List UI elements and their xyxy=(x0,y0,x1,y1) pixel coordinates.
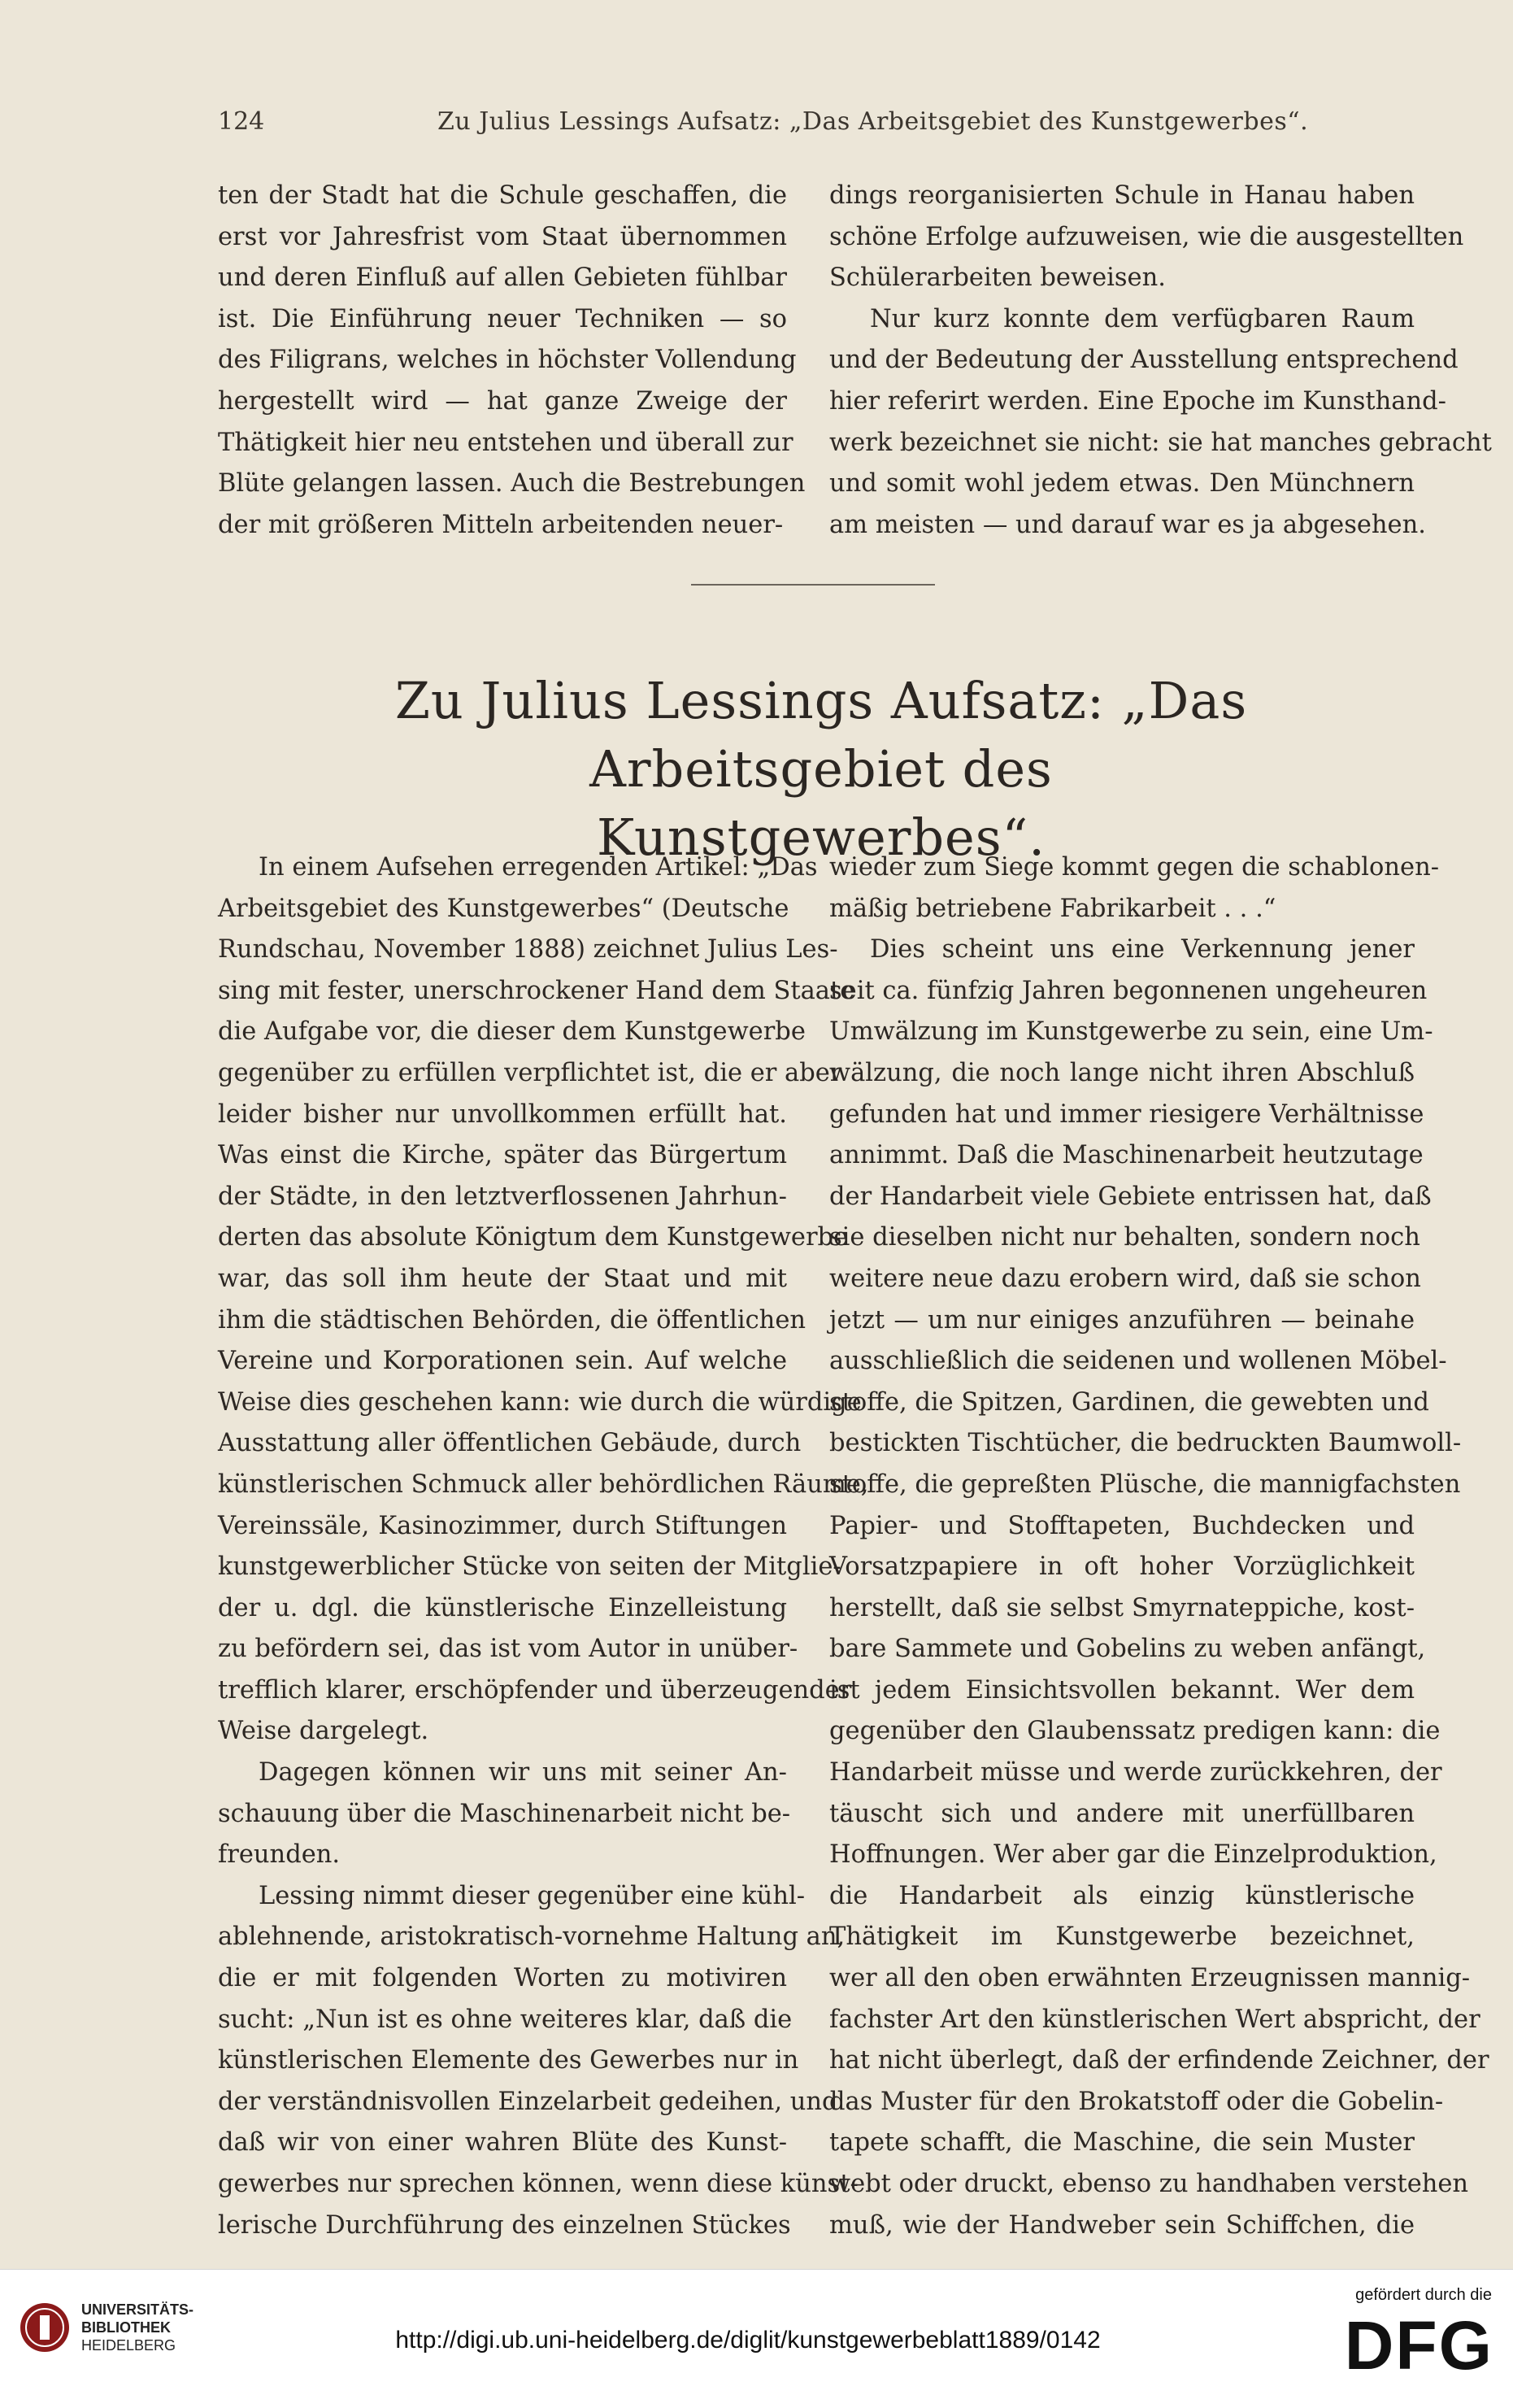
text-line: ist. Die Einführung neuer Techniken — so xyxy=(218,304,787,333)
funding-caption: gefördert durch die xyxy=(1355,2286,1492,2304)
text-line: herstellt, daß sie selbst Smyrnateppiche, kost- xyxy=(829,1593,1415,1622)
text-line: und somit wohl jedem etwas. Den Münchnern xyxy=(829,469,1415,499)
dfg-logo: DFG xyxy=(1344,2307,1493,2384)
text-line: freunden. xyxy=(218,1840,341,1870)
text-line: Blüte gelangen lassen. Auch die Bestrebungen xyxy=(218,469,806,499)
text-line: Thätigkeit hier neu entstehen und überall zur xyxy=(218,428,793,457)
text-line: gewerbes nur sprechen können, wenn diese künst- xyxy=(218,2170,859,2198)
text-line: annimmt. Daß die Maschinenarbeit heutzutage xyxy=(829,1141,1424,1170)
text-line: der verständnisvollen Einzelarbeit gedeihen, und xyxy=(218,2087,838,2116)
text-line: sie dieselben nicht nur behalten, sondern noch xyxy=(829,1223,1420,1252)
text-line: Dagegen können wir uns mit seiner An- xyxy=(259,1758,787,1787)
body-left-column xyxy=(218,847,869,2246)
text-line: Nur kurz konnte dem verfügbaren Raum xyxy=(870,304,1415,333)
text-line: am meisten — und darauf war es ja abgesehen. xyxy=(829,510,1426,539)
text-line: stoffe, die gepreßten Plüsche, die mannigfachsten xyxy=(829,1470,1461,1499)
viewer-footer xyxy=(0,2269,1513,2408)
text-line: Weise dargelegt. xyxy=(218,1717,429,1746)
text-line: kunstgewerblicher Stücke von seiten der Mitglie- xyxy=(218,1552,841,1582)
text-line: ten der Stadt hat die Schule geschaffen, die xyxy=(218,181,787,210)
text-line: Vorsatzpapiere in oft hoher Vorzüglichkeit xyxy=(829,1552,1415,1582)
text-line: Handarbeit müsse und werde zurückkehren, der xyxy=(829,1758,1442,1787)
library-name-line-2: BIBLIOTHEK xyxy=(81,2319,171,2336)
text-line: dings reorganisierten Schule in Hanau haben xyxy=(829,181,1415,210)
text-line: mäßig betriebene Fabrikarbeit . . .“ xyxy=(829,894,1276,923)
text-line: war, das soll ihm heute der Staat und mit xyxy=(218,1264,787,1293)
text-line: trefflich klarer, erschöpfender und überzeugender xyxy=(218,1675,852,1705)
text-line: fachster Art den künstlerischen Wert abspricht, der xyxy=(829,2005,1480,2034)
library-name xyxy=(81,2301,193,2354)
text-line: Dies scheint uns eine Verkennung jener xyxy=(870,935,1415,965)
text-line: gegenüber zu erfüllen verpflichtet ist, die er aber xyxy=(218,1058,842,1087)
text-line: leider bisher nur unvollkommen erfüllt hat. xyxy=(218,1099,787,1129)
article-title-line-1: Zu Julius Lessings Aufsatz: „Das Arbeitsgebiet des xyxy=(394,671,1248,799)
text-line: und der Bedeutung der Ausstellung entsprechend xyxy=(829,346,1459,375)
text-line: der Handarbeit viele Gebiete entrissen hat, daß xyxy=(829,1182,1432,1211)
section-divider xyxy=(691,584,935,586)
text-line: sing mit fester, unerschrockener Hand dem Staate xyxy=(218,976,855,1005)
text-line: ihm die städtischen Behörden, die öffentlichen xyxy=(218,1305,806,1335)
text-line: Vereine und Korporationen sein. Auf welche xyxy=(218,1347,787,1376)
text-line: des Filigrans, welches in höchster Vollendung xyxy=(218,346,797,375)
text-line: Thätigkeit im Kunstgewerbe bezeichnet, xyxy=(829,1922,1415,1952)
text-line: Lessing nimmt dieser gegenüber eine kühl- xyxy=(259,1881,806,1910)
text-line: die Handarbeit als einzig künstlerische xyxy=(829,1881,1415,1910)
text-line: Umwälzung im Kunstgewerbe zu sein, eine Um- xyxy=(829,1017,1433,1047)
text-line: zu befördern sei, das ist vom Autor in unüber- xyxy=(218,1635,798,1664)
text-line: seit ca. fünfzig Jahren begonnenen ungeheuren xyxy=(829,976,1428,1005)
text-line: Schülerarbeiten beweisen. xyxy=(829,263,1166,293)
text-line: Hoffnungen. Wer aber gar die Einzelproduktion, xyxy=(829,1840,1437,1870)
text-line: muß, wie der Handweber sein Schiffchen, die xyxy=(829,2210,1415,2240)
text-line: hergestellt wird — hat ganze Zweige der xyxy=(218,386,787,416)
text-line: wälzung, die noch lange nicht ihren Abschluß xyxy=(829,1058,1415,1087)
text-line: die Aufgabe vor, die dieser dem Kunstgewerbe xyxy=(218,1017,806,1047)
text-line: Arbeitsgebiet des Kunstgewerbes“ (Deutsche xyxy=(218,894,789,923)
text-line: jetzt — um nur einiges anzuführen — beinahe xyxy=(829,1305,1415,1335)
library-name-line-3: HEIDELBERG xyxy=(81,2337,176,2354)
permalink-url[interactable]: http://digi.ub.uni-heidelberg.de/diglit/kunstgewerbeblatt1889/0142 xyxy=(395,2327,1101,2354)
text-line: bestickten Tischtücher, die bedruckten Baumwoll- xyxy=(829,1429,1462,1458)
top-right-column xyxy=(829,176,1492,546)
article-title-line-2: Kunstgewerbes“. xyxy=(597,808,1046,867)
text-line: derten das absolute Königtum dem Kunstgewerbe xyxy=(218,1223,849,1252)
text-line: der mit größeren Mitteln arbeitenden neuer- xyxy=(218,510,784,539)
text-line: ist jedem Einsichtsvollen bekannt. Wer dem xyxy=(829,1675,1415,1705)
text-line: werk bezeichnet sie nicht: sie hat manches gebracht xyxy=(829,428,1492,457)
text-line: lerische Durchführung des einzelnen Stückes xyxy=(218,2210,791,2240)
text-line: Was einst die Kirche, später das Bürgertum xyxy=(218,1141,787,1170)
text-line: wieder zum Siege kommt gegen die schablonen- xyxy=(829,853,1440,882)
text-line: stoffe, die Spitzen, Gardinen, die gewebten und xyxy=(829,1387,1429,1417)
text-line: ausschließlich die seidenen und wollenen Möbel- xyxy=(829,1347,1447,1376)
text-line: und deren Einfluß auf allen Gebieten fühlbar xyxy=(218,263,787,293)
text-line: die er mit folgenden Worten zu motiviren xyxy=(218,1964,787,1993)
text-line: hat nicht überlegt, daß der erfindende Zeichner, der xyxy=(829,2046,1489,2075)
text-line: der u. dgl. die künstlerische Einzelleistung xyxy=(218,1593,787,1622)
text-line: In einem Aufsehen erregenden Artikel: „Das xyxy=(259,853,818,882)
top-left-column xyxy=(218,176,806,546)
text-line: erst vor Jahresfrist vom Staat übernommen xyxy=(218,222,787,251)
text-line: der Städte, in den letztverflossenen Jahrhun- xyxy=(218,1182,787,1211)
text-line: daß wir von einer wahren Blüte des Kunst- xyxy=(218,2128,787,2158)
text-line: schauung über die Maschinenarbeit nicht be- xyxy=(218,1799,791,1828)
text-line: bare Sammete und Gobelins zu weben anfängt, xyxy=(829,1635,1426,1664)
library-name-line-1: UNIVERSITÄTS- xyxy=(81,2301,194,2318)
article-title xyxy=(228,667,1415,872)
text-line: ablehnende, aristokratisch-vornehme Haltung an, xyxy=(218,1922,846,1952)
university-seal-icon xyxy=(18,2301,72,2354)
text-line: Ausstattung aller öffentlichen Gebäude, durch xyxy=(218,1429,802,1458)
text-line: Vereinssäle, Kasinozimmer, durch Stiftungen xyxy=(218,1511,787,1540)
text-line: hier referirt werden. Eine Epoche im Kunsthand- xyxy=(829,386,1446,416)
text-line: Weise dies geschehen kann: wie durch die würdige xyxy=(218,1387,862,1417)
text-line: täuscht sich und andere mit unerfüllbaren xyxy=(829,1799,1415,1828)
text-line: gefunden hat und immer riesigere Verhältnisse xyxy=(829,1099,1424,1129)
text-line: Rundschau, November 1888) zeichnet Julius Les- xyxy=(218,935,838,965)
text-line: weitere neue dazu erobern wird, daß sie schon xyxy=(829,1264,1421,1293)
text-line: tapete schafft, die Maschine, die sein Muster xyxy=(829,2128,1415,2158)
text-line: webt oder druckt, ebenso zu handhaben verstehen xyxy=(829,2170,1469,2198)
body-right-column xyxy=(829,847,1489,2246)
text-line: künstlerischen Schmuck aller behördlichen Räume, xyxy=(218,1470,869,1499)
text-line: schöne Erfolge aufzuweisen, wie die ausgestellten xyxy=(829,222,1464,251)
text-line: Papier- und Stofftapeten, Buchdecken und xyxy=(829,1511,1415,1540)
text-line: sucht: „Nun ist es ohne weiteres klar, daß die xyxy=(218,2005,793,2034)
text-line: wer all den oben erwähnten Erzeugnissen mannig- xyxy=(829,1964,1471,1993)
text-line: künstlerischen Elemente des Gewerbes nur in xyxy=(218,2046,799,2075)
text-line: gegenüber den Glaubenssatz predigen kann: die xyxy=(829,1717,1441,1746)
text-line: das Muster für den Brokatstoff oder die Gobelin- xyxy=(829,2087,1444,2116)
running-title: Zu Julius Lessings Aufsatz: „Das Arbeitsgebiet des Kunstgewerbes“. xyxy=(437,107,1309,136)
page-number: 124 xyxy=(218,107,265,136)
